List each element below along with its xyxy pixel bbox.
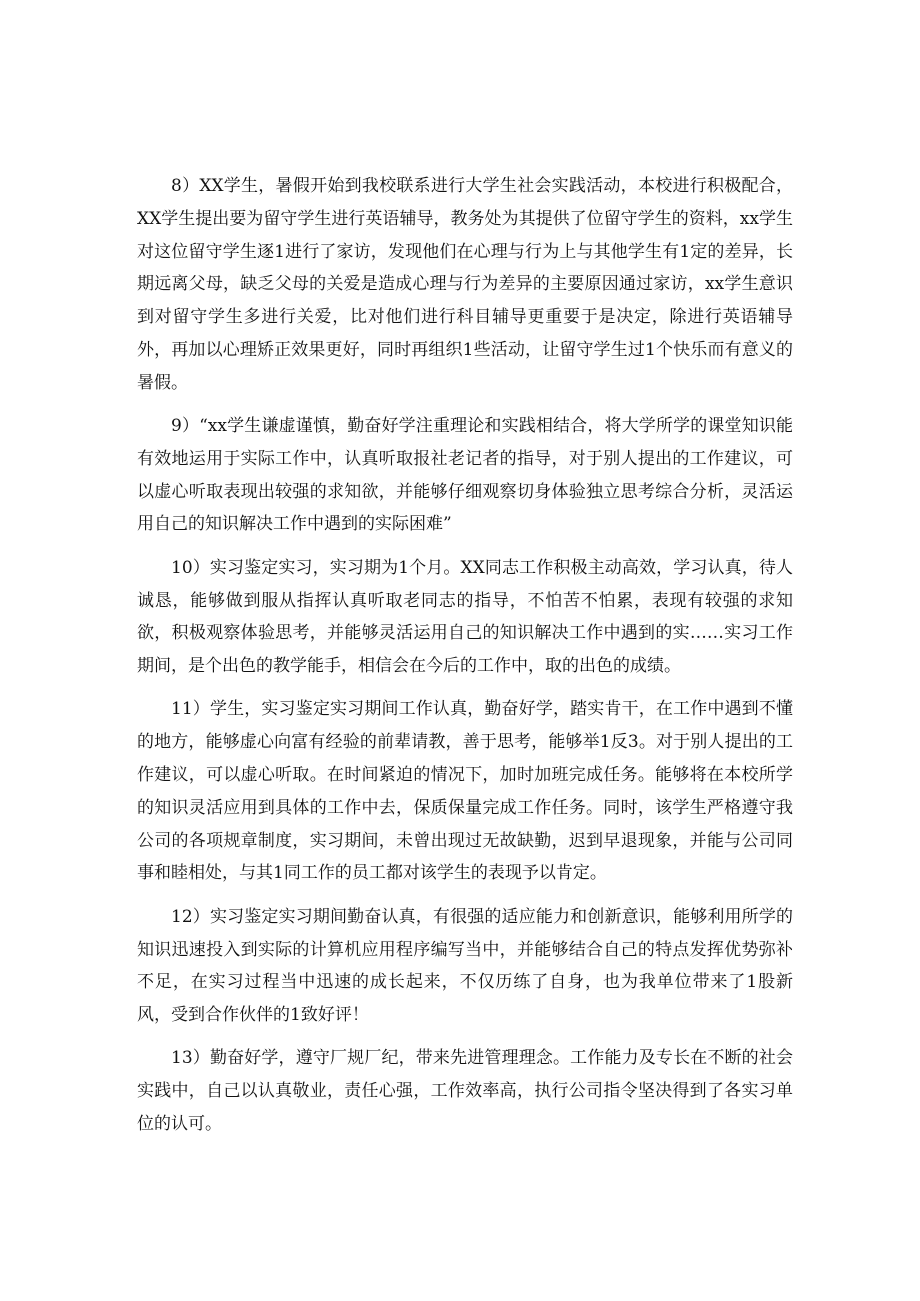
document-body: [137, 170, 793, 1151]
paragraph-9: 9）“xx学生谦虚谨慎，勤奋好学注重理论和实践相结合，将大学所学的课堂知识能有效地运用于实际工作中，认真听取报社老记者的指导，对于别人提出的工作建议，可以虚心听取表现出较强的求知欲，并能够仔细观察切身体验独立思考综合分析，灵活运用自己的知识解决工作中遇到的实际困难”: [137, 416, 793, 535]
paragraph-12: 12）实习鉴定实习期间勤奋认真，有很强的适应能力和创新意识，能够利用所学的知识迅速投入到实际的计算机应用程序编写当中，并能够结合自己的特点发挥优势弥补不足，在实习过程当中迅速的成长起来，不仅历练了自身，也为我单位带来了1股新风，受到合作伙伴的1致好评！: [137, 906, 793, 1026]
paragraph-8: 8）XX学生，暑假开始到我校联系进行大学生社会实践活动，本校进行积极配合，XX学生提出要为留守学生进行英语辅导，教务处为其提供了位留守学生的资料，xx学生对这位留守学生逐1进行了家访，发现他们在心理与行为上与其他学生有1定的差异，长期远离父母，缺乏父母的关爱是造成心理与行为差异的主要原因通过家访，xx学生意识到对留守学生多进行关爱，比对他们进行科目辅导更重要于是决定，除进行英语辅导外，再加以心理矫正效果更好，同时再组织1些活动，让留守学生过1个快乐而有意义的暑假。: [137, 176, 793, 393]
paragraph-13: 13）勤奋好学，遵守厂规厂纪，带来先进管理理念。工作能力及专长在不断的社会实践中，自己以认真敬业，责任心强，工作效率高，执行公司指令坚决得到了各实习单位的认可。: [137, 1048, 793, 1135]
paragraph-10: 10）实习鉴定实习，实习期为1个月。XX同志工作积极主动高效，学习认真，待人诚恳，能够做到服从指挥认真听取老同志的指导，不怕苦不怕累，表现有较强的求知欲，积极观察体验思考，并能够灵活运用自己的知识解决工作中遇到的实……实习工作期间，是个出色的教学能手，相信会在今后的工作中，取的出色的成绩。: [137, 557, 793, 677]
paragraph-11: 11）学生，实习鉴定实习期间工作认真，勤奋好学，踏实肯干，在工作中遇到不懂的地方，能够虚心向富有经验的前辈请教，善于思考，能够举1反3。对于别人提出的工作建议，可以虚心听取。在时间紧迫的情况下，加时加班完成任务。能够将在本校所学的知识灵活应用到具体的工作中去，保质保量完成工作任务。同时，该学生严格遵守我公司的各项规章制度，实习期间，未曾出现过无故缺勤，迟到早退现象，并能与公司同事和睦相处，与其1同工作的员工都对该学生的表现予以肯定。: [137, 699, 793, 884]
